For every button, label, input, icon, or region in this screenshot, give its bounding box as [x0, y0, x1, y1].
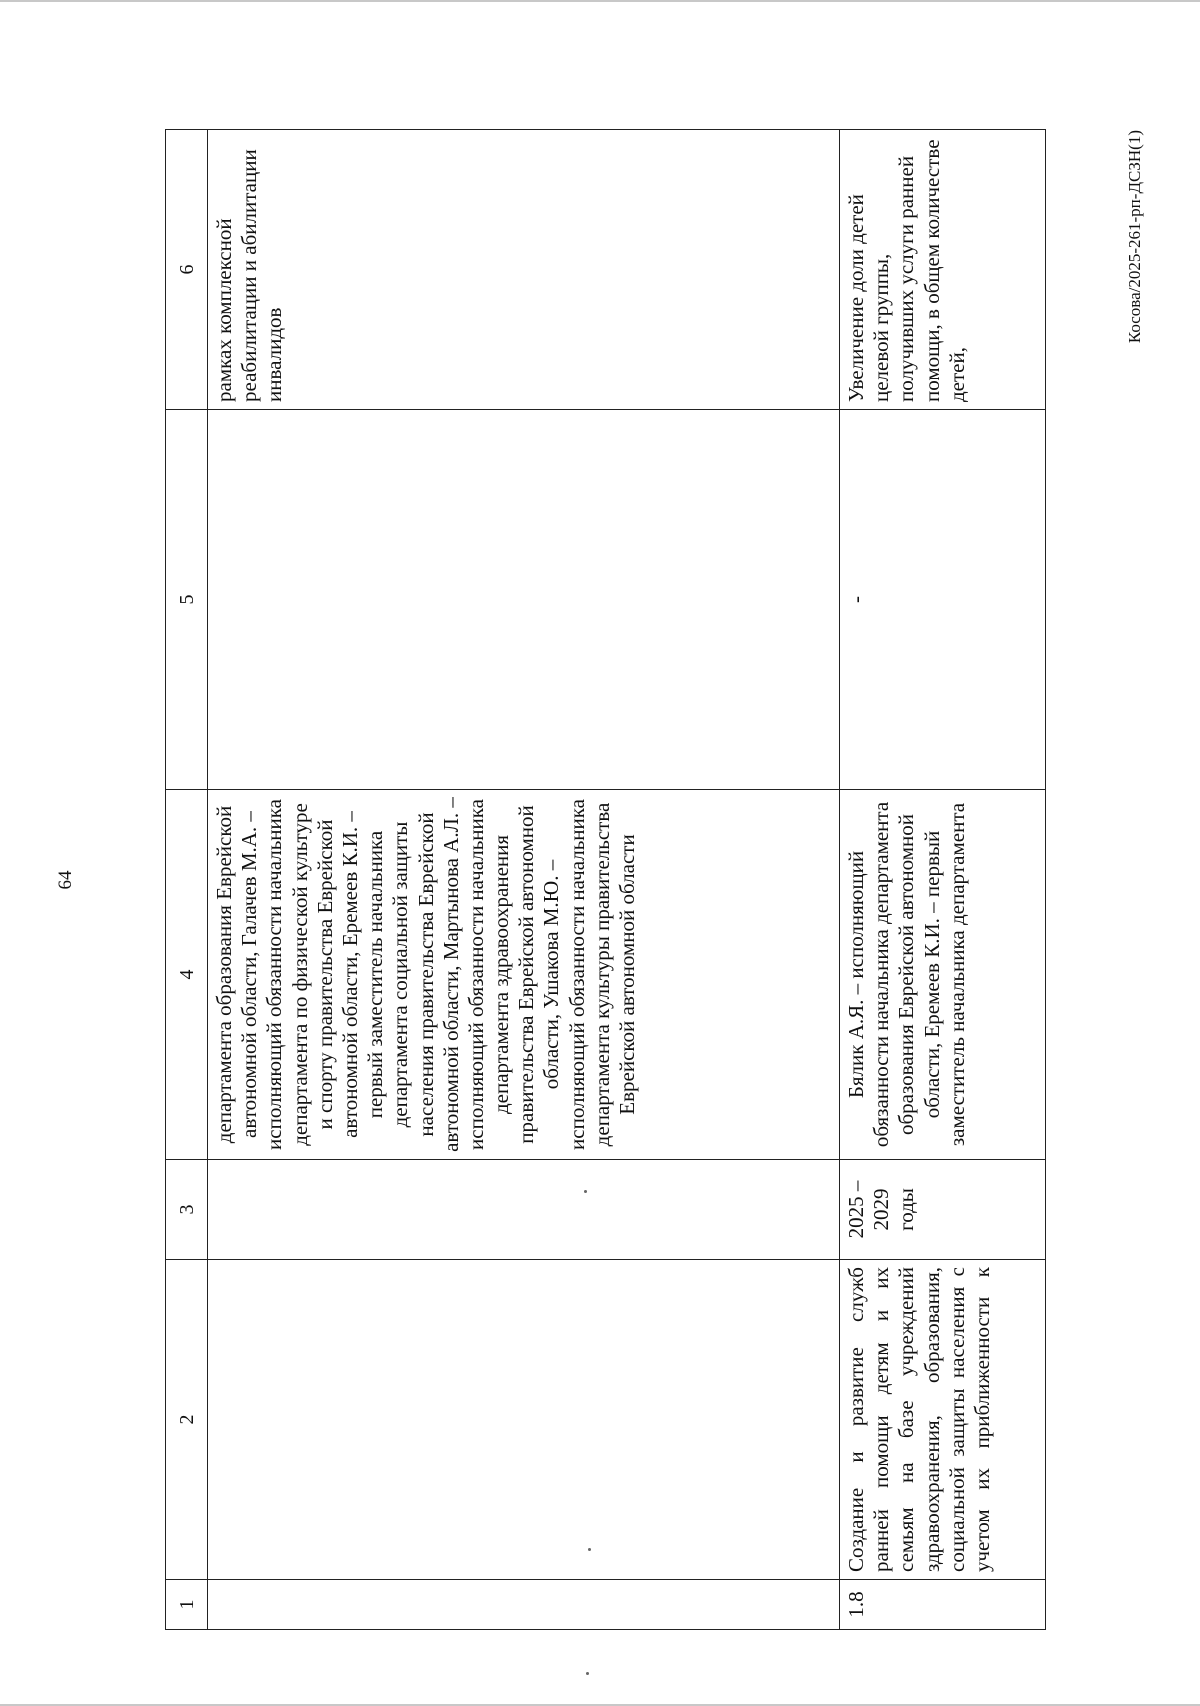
measures-table [165, 129, 1046, 1630]
scan-speck [584, 1190, 587, 1193]
cell-responsible: департамента образования Еврейской автономной области, Галачев М.А. – исполняющий обязанности начальника департамента по физической культуре и спорту правительства Еврейской автономной области, Еремеев К.И. – первый заместитель начальника департамента социальной защиты населения правительства Еврейской автономной области, Мартынова А.Л. – исполняющий обязанности начальника департамента здравоохранения правительства Еврейской автономной области, Ушакова М.Ю. – исполняющий обязанности начальника департамента культуры правительства Еврейской автономной области [208, 790, 840, 1160]
header-row [166, 130, 208, 1630]
cell-period: 2025 – 2029 годы [840, 1160, 1046, 1260]
header-col-5: 5 [166, 410, 208, 790]
scan-speck [588, 1548, 591, 1551]
header-col-4: 4 [166, 790, 208, 1160]
cell-measure [208, 1260, 840, 1580]
rotated-page [55, 130, 1144, 1630]
scan-speck [586, 1672, 589, 1675]
cell-result: Увеличение доли детей целевой группы, получивших услуги ранней помощи, в общем количестве детей, [840, 130, 1046, 410]
cell-number [208, 1580, 840, 1630]
document-code: Косова/2025-261-рп-ДСЗН(1) [1125, 130, 1144, 344]
table-row-1-8 [840, 130, 1046, 1630]
cell-col5: - [840, 410, 1046, 790]
header-col-6: 6 [166, 130, 208, 410]
table-row-continued [208, 130, 840, 1630]
cell-period [208, 1160, 840, 1260]
header-col-2: 2 [166, 1260, 208, 1580]
header-col-1: 1 [166, 1580, 208, 1630]
cell-col5 [208, 410, 840, 790]
cell-measure: Создание и развитие служб ранней помощи детям и их семьям на базе учреждений здравоохранения, образования, социальной защиты населения с учетом их приближенности к [840, 1260, 1046, 1580]
header-col-3: 3 [166, 1160, 208, 1260]
page-number: 64 [55, 870, 76, 890]
scan-edge-top [0, 0, 1200, 2]
cell-result: рамках комплексной реабилитации и абилитации инвалидов [208, 130, 840, 410]
cell-number: 1.8 [840, 1580, 1046, 1630]
cell-responsible: Бялик А.Я. – исполняющий обязанности начальника департамента образования Еврейской автономной области, Еремеев К.И. – первый заместитель начальника департамента [840, 790, 1046, 1160]
